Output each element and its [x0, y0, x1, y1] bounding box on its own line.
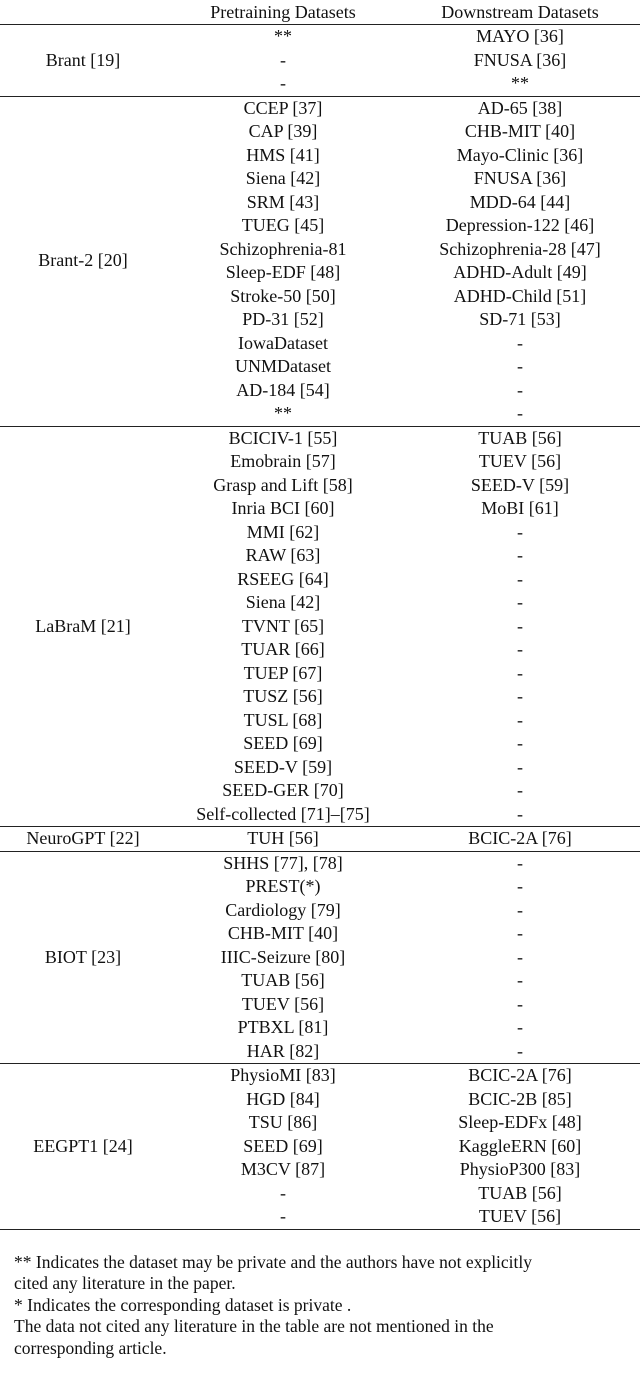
downstream-cell: BCIC-2A [76] [468, 828, 572, 848]
pretraining-cell: Self-collected [71]–[75] [196, 803, 370, 824]
downstream-cell: - [517, 568, 523, 589]
downstream-cell: ADHD-Child [51] [453, 285, 587, 306]
pretraining-cell: UNMDataset [235, 356, 331, 376]
pretraining-cell: - [280, 73, 286, 93]
table-row [0, 25, 640, 49]
downstream-cell: CHB-MIT [40] [464, 121, 576, 141]
downstream-cell: MoBI [61] [481, 498, 559, 518]
pretraining-cell: SHHS [77], [78] [223, 852, 343, 873]
downstream-cell: - [517, 993, 523, 1014]
header-downstream: Downstream Datasets [441, 2, 599, 22]
pretraining-cell: PREST(*) [245, 876, 321, 896]
model-name-cell: EEGPT1 [24] [33, 1135, 133, 1156]
pretraining-cell: RAW [63] [245, 545, 321, 565]
table-row [0, 1064, 640, 1088]
downstream-cell: - [517, 1040, 523, 1061]
pretraining-cell: PD-31 [52] [242, 309, 324, 329]
downstream-cell: - [517, 545, 523, 565]
pretraining-cell: - [280, 49, 286, 70]
pretraining-cell: IIIC-Seizure [80] [220, 946, 346, 967]
pretraining-cell: TVNT [65] [241, 615, 325, 636]
downstream-cell: BCIC-2B [85] [468, 1088, 572, 1109]
pretraining-cell: Grasp and Lift [58] [213, 474, 353, 495]
footnote-line: The data not cited any literature in the table are not mentioned in the [14, 1316, 494, 1337]
footnote-line: corresponding article. [14, 1337, 167, 1358]
footnote-line: cited any literature in the paper. [14, 1273, 236, 1294]
downstream-cell: ** [511, 73, 529, 93]
header-pretraining: Pretraining Datasets [210, 2, 356, 22]
downstream-cell: MAYO [36] [476, 26, 564, 46]
pretraining-cell: Siena [42] [245, 592, 321, 612]
downstream-cell: - [517, 756, 523, 777]
pretraining-cell: TUAR [66] [241, 639, 325, 659]
downstream-cell: - [517, 592, 523, 612]
pretraining-cell: CCEP [37] [243, 97, 323, 118]
pretraining-cell: CAP [39] [248, 121, 318, 141]
downstream-cell: - [517, 876, 523, 896]
downstream-cell: MDD-64 [44] [469, 191, 571, 212]
table-row [0, 851, 640, 875]
pretraining-cell: M3CV [87] [240, 1159, 326, 1179]
downstream-cell: - [517, 332, 523, 353]
header-model [0, 0, 166, 25]
downstream-cell: SD-71 [53] [479, 309, 561, 329]
downstream-cell: BCIC-2A [76] [468, 1065, 572, 1085]
pretraining-cell: HMS [41] [246, 144, 320, 165]
pretraining-cell: Schizophrenia-81 [219, 238, 347, 259]
pretraining-cell: CHB-MIT [40] [227, 923, 339, 943]
downstream-cell: - [517, 803, 523, 824]
pretraining-cell: TSU [86] [248, 1112, 318, 1132]
downstream-cell: AD-65 [38] [477, 97, 563, 118]
pretraining-cell: Emobrain [57] [230, 451, 336, 471]
pretraining-cell: PTBXL [81] [237, 1017, 329, 1037]
pretraining-cell: SEED [69] [243, 733, 323, 753]
pretraining-cell: SEED-GER [70] [222, 780, 344, 800]
downstream-cell: TUEV [56] [478, 1206, 562, 1226]
footnote-line: * Indicates the corresponding dataset is private . [14, 1294, 352, 1315]
table-row [0, 96, 640, 120]
header-row [0, 0, 640, 25]
downstream-cell: - [517, 379, 523, 400]
pretraining-cell: BCICIV-1 [55] [228, 427, 338, 448]
model-name-cell: Brant [19] [45, 49, 121, 70]
pretraining-cell: AD-184 [54] [236, 379, 330, 400]
downstream-cell: - [517, 1017, 523, 1037]
downstream-cell: Schizophrenia-28 [47] [439, 238, 601, 259]
table-row [0, 827, 640, 852]
pretraining-cell: TUAB [56] [241, 970, 325, 990]
downstream-cell: - [517, 709, 523, 730]
downstream-cell: ADHD-Adult [49] [453, 262, 587, 282]
downstream-cell: - [517, 521, 523, 542]
downstream-cell: Depression-122 [46] [445, 215, 595, 235]
downstream-cell: - [517, 356, 523, 376]
pretraining-cell: ** [274, 26, 292, 46]
downstream-cell: - [517, 946, 523, 967]
pretraining-cell: TUEV [56] [241, 993, 325, 1014]
downstream-cell: - [517, 639, 523, 659]
downstream-cell: SEED-V [59] [470, 474, 570, 495]
downstream-cell: - [517, 686, 523, 706]
pretraining-cell: SEED-V [59] [233, 756, 333, 777]
downstream-cell: - [517, 615, 523, 636]
downstream-cell: FNUSA [36] [473, 49, 567, 70]
downstream-cell: - [517, 970, 523, 990]
downstream-cell: - [517, 662, 523, 683]
pretraining-cell: Siena [42] [245, 168, 321, 188]
pretraining-cell: PhysioMI [83] [230, 1065, 336, 1085]
downstream-cell: FNUSA [36] [473, 168, 567, 188]
pretraining-cell: MMI [62] [246, 521, 320, 542]
pretraining-cell: TUH [56] [247, 828, 319, 848]
pretraining-cell: TUSZ [56] [243, 686, 323, 706]
pretraining-cell: HGD [84] [246, 1088, 320, 1109]
downstream-cell: - [517, 403, 523, 423]
pretraining-cell: Sleep-EDF [48] [225, 262, 341, 282]
model-name-cell: NeuroGPT [22] [26, 828, 140, 848]
pretraining-cell: HAR [82] [246, 1040, 320, 1061]
pretraining-cell: - [280, 1182, 286, 1203]
pretraining-cell: TUEG [45] [241, 215, 325, 235]
pretraining-cell: SRM [43] [246, 191, 320, 212]
pretraining-cell: ** [274, 403, 292, 423]
downstream-cell: Mayo-Clinic [36] [456, 144, 584, 165]
footnotes [14, 1252, 640, 1359]
pretraining-cell: - [280, 1206, 286, 1226]
pretraining-cell: Stroke-50 [50] [230, 285, 336, 306]
downstream-cell: TUAB [56] [478, 1182, 562, 1203]
table-body [0, 25, 640, 1230]
pretraining-cell: Inria BCI [60] [231, 498, 335, 518]
pretraining-cell: IowaDataset [238, 332, 328, 353]
downstream-cell: TUEV [56] [478, 451, 562, 471]
model-name-cell: LaBraM [21] [35, 615, 131, 636]
downstream-cell: - [517, 923, 523, 943]
table-row [0, 426, 640, 450]
downstream-cell: PhysioP300 [83] [459, 1159, 581, 1179]
downstream-cell: KaggleERN [60] [458, 1135, 582, 1156]
pretraining-cell: SEED [69] [243, 1135, 323, 1156]
footnote-line: ** Indicates the dataset may be private and the authors have not explicitly [14, 1252, 533, 1272]
pretraining-cell: TUEP [67] [243, 662, 323, 683]
downstream-cell: - [517, 780, 523, 800]
downstream-cell: - [517, 733, 523, 753]
pretraining-cell: RSEEG [64] [237, 568, 329, 589]
model-name-cell: BIOT [23] [44, 946, 122, 967]
downstream-cell: - [517, 852, 523, 873]
downstream-cell: TUAB [56] [478, 427, 562, 448]
pretraining-cell: Cardiology [79] [225, 899, 341, 920]
downstream-cell: - [517, 899, 523, 920]
downstream-cell: Sleep-EDFx [48] [458, 1112, 582, 1132]
pretraining-cell: TUSL [68] [243, 709, 323, 730]
model-name-cell: Brant-2 [20] [38, 250, 128, 271]
